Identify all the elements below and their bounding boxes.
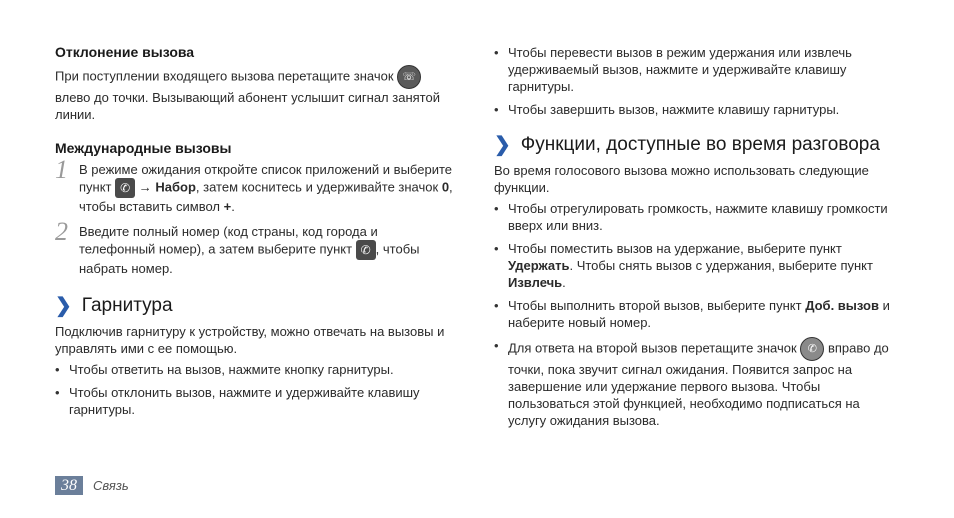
left-column xyxy=(55,44,455,424)
functions-bullets xyxy=(494,200,894,429)
phone-icon: ✆ xyxy=(356,240,376,260)
phone-icon: ✆ xyxy=(115,178,135,198)
chevron-right-icon: ❯ xyxy=(494,134,511,156)
list-item: • Чтобы ответить на вызов, нажмите кнопку гарнитуры. xyxy=(55,361,455,378)
headset-heading: ❯ Гарнитура xyxy=(55,295,173,317)
functions-intro: Во время голосового вызова можно использовать следующие функции. xyxy=(494,163,869,195)
rejection-text: При поступлении входящего вызова перетащите значок ☏ влево до точки. Вызывающий абонент услышит сигнал занятой линии. xyxy=(55,65,455,123)
answer-call-icon: ✆ xyxy=(800,337,824,361)
chevron-right-icon: ❯ xyxy=(55,295,72,317)
functions-heading: ❯ Функции, доступные во время разговора xyxy=(494,134,880,156)
page-number: 38 xyxy=(55,476,83,495)
list-item: • Чтобы отрегулировать громкость, нажмите клавишу громкости вверх или вниз. xyxy=(494,200,894,234)
reject-call-icon: ☏ xyxy=(397,65,421,89)
page-footer xyxy=(55,476,129,495)
right-column xyxy=(494,44,894,435)
headset-intro: Подключив гарнитуру к устройству, можно отвечать на вызовы и управлять ими с ее помощью. xyxy=(55,324,445,356)
list-item: • Чтобы выполнить второй вызов, выберите пункт Доб. вызов и наберите новый номер. xyxy=(494,297,894,331)
list-item: • Чтобы отклонить вызов, нажмите и удерживайте клавишу гарнитуры. xyxy=(55,384,455,418)
rejection-title: Отклонение вызова xyxy=(55,44,195,60)
step-1: 1 В режиме ожидания откройте список приложений и выберите пункт ✆ → Набор, затем коснитесь и удерживайте значок 0, чтобы вставить символ +. xyxy=(55,155,453,214)
international-title: Международные вызовы xyxy=(55,140,232,156)
step-number: 2 xyxy=(55,217,68,246)
list-item: • Для ответа на второй вызов перетащите значок ✆ вправо до точки, пока звучит сигнал ожидания. Появится запрос на завершение или удержание первого вызова. Чтобы пользоваться этой функцией, необходимо подписаться на услугу ожидания вызова. xyxy=(494,337,894,429)
step-number: 1 xyxy=(55,155,68,184)
step-2: 2 Введите полный номер (код страны, код города и телефонный номер), а затем выберите пункт ✆ , чтобы набрать номер. xyxy=(55,217,420,276)
list-item: • Чтобы поместить вызов на удержание, выберите пункт Удержать. Чтобы снять вызов с удержания, выберите пункт Извлечь. xyxy=(494,240,894,291)
list-item: • Чтобы перевести вызов в режим удержания или извлечь удерживаемый вызов, нажмите и удерживайте клавишу гарнитуры. xyxy=(494,44,894,95)
headset-extra-bullets xyxy=(494,44,894,118)
headset-bullets xyxy=(55,361,455,418)
section-name: Связь xyxy=(93,478,129,493)
list-item: • Чтобы завершить вызов, нажмите клавишу гарнитуры. xyxy=(494,101,894,118)
